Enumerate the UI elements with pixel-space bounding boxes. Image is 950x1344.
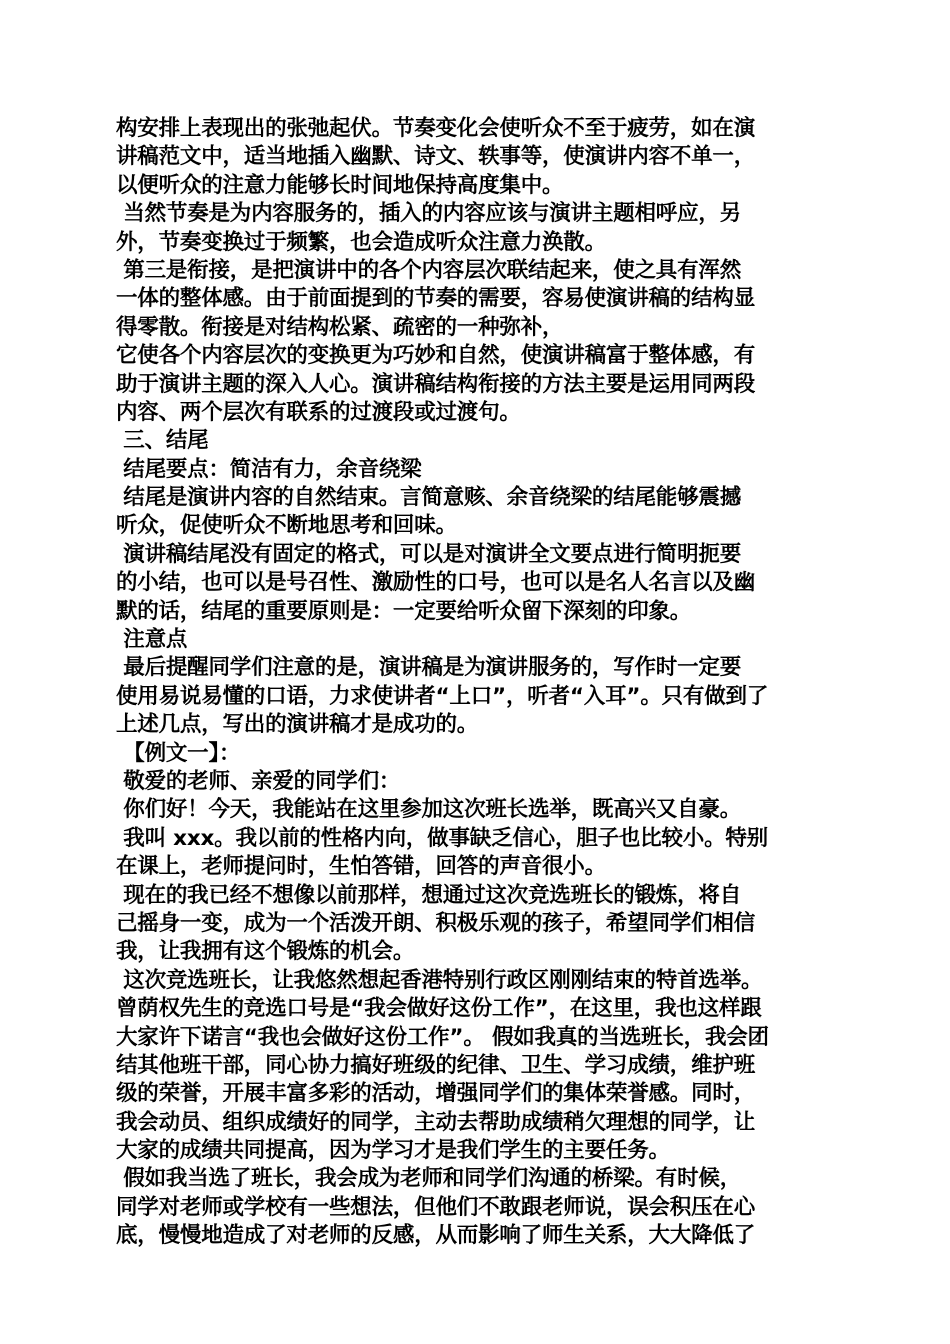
text-line: 结尾是演讲内容的自然结束。言简意赅、余音绕梁的结尾能够震撼 (116, 485, 741, 511)
text-line: 以便听众的注意力能够长时间地保持高度集中。 (116, 172, 564, 198)
text-line: 结尾要点：简洁有力，余音绕梁 (116, 456, 422, 482)
text-line: 使用易说易懂的口语，力求使讲者“上口”，听者“入耳”。只有做到了 (116, 683, 769, 709)
document-page (116, 115, 838, 1251)
text-line: 的小结，也可以是号召性、激励性的口号，也可以是名人名言以及幽 (116, 570, 756, 596)
text-line: 最后提醒同学们注意的是，演讲稿是为演讲服务的，写作时一定要 (116, 655, 741, 681)
text-line: 大家许下诺言“我也会做好这份工作”。 假如我真的当选班长，我会团 (116, 1024, 769, 1050)
text-line: 外，节奏变换过于频繁，也会造成听众注意力涣散。 (116, 229, 606, 255)
text-line: 我，让我拥有这个锻炼的机会。 (116, 939, 415, 965)
text-line: 得零散。衔接是对结构松紧、疏密的一种弥补， (116, 314, 564, 340)
text-line: 曾荫权先生的竞选口号是“我会做好这份工作”，在这里，我也这样跟 (116, 996, 762, 1022)
text-line: 演讲稿结尾没有固定的格式，可以是对演讲全文要点进行简明扼要 (116, 541, 741, 567)
text-line: 敬爱的老师、亲爱的同学们： (116, 768, 401, 794)
text-line: 构安排上表现出的张弛起伏。节奏变化会使听众不至于疲劳，如在演 (116, 116, 756, 141)
text-line: 【例文一】： (116, 740, 241, 766)
text-line: 同学对老师或学校有一些想法，但他们不敢跟老师说，误会积压在心 (116, 1194, 756, 1220)
text-line: 级的荣誉，开展丰富多彩的活动，增强同学们的集体荣誉感。同时， (116, 1081, 756, 1107)
text-line: 讲稿范文中，适当地插入幽默、诗文、轶事等，使演讲内容不单一， (116, 144, 756, 170)
text-line: 内容、两个层次有联系的过渡段或过渡句。 (116, 399, 521, 425)
text-line: 助于演讲主题的深入人心。演讲稿结构衔接的方法主要是运用同两段 (116, 371, 756, 397)
text-line: 它使各个内容层次的变换更为巧妙和自然，使演讲稿富于整体感，有 (116, 343, 756, 369)
text-line: 当然节奏是为内容服务的，插入的内容应该与演讲主题相呼应，另 (116, 201, 741, 227)
text-line: 我会动员、组织成绩好的同学，主动去帮助成绩稍欠理想的同学，让 (116, 1109, 756, 1135)
text-line: 假如我当选了班长，我会成为老师和同学们沟通的桥梁。有时候， (116, 1166, 741, 1192)
text-line: 大家的成绩共同提高，因为学习才是我们学生的主要任务。 (116, 1138, 670, 1164)
text-line: 我叫 xxx。我以前的性格内向，做事缺乏信心，胆子也比较小。特别 (116, 825, 768, 851)
text-line: 听众，促使听众不断地思考和回味。 (116, 513, 457, 539)
text-line: 现在的我已经不想像以前那样，想通过这次竞选班长的锻炼，将自 (116, 882, 741, 908)
text-line: 这次竞选班长，让我悠然想起香港特别行政区刚刚结束的特首选举。 (116, 967, 763, 993)
text-line: 底，慢慢地造成了对老师的反感，从而影响了师生关系，大大降低了 (116, 1223, 756, 1249)
text-line: 第三是衔接，是把演讲中的各个内容层次联结起来，使之具有浑然 (116, 257, 741, 283)
text-line: 己摇身一变，成为一个活泼开朗、积极乐观的孩子，希望同学们相信 (116, 910, 756, 936)
text-line: 三、结尾 (116, 428, 209, 454)
text-line: 你们好！今天，我能站在这里参加这次班长选举，既高兴又自豪。 (116, 797, 741, 823)
text-line: 一体的整体感。由于前面提到的节奏的需要，容易使演讲稿的结构显 (116, 286, 756, 312)
text-line: 在课上，老师提问时，生怕答错，回答的声音很小。 (116, 854, 606, 880)
text-line: 注意点 (116, 627, 188, 653)
text-line: 结其他班干部，同心协力搞好班级的纪律、卫生、学习成绩，维护班 (116, 1052, 756, 1078)
text-line: 上述几点，写出的演讲稿才是成功的。 (116, 712, 479, 738)
text-line: 默的话，结尾的重要原则是：一定要给听众留下深刻的印象。 (116, 598, 692, 624)
